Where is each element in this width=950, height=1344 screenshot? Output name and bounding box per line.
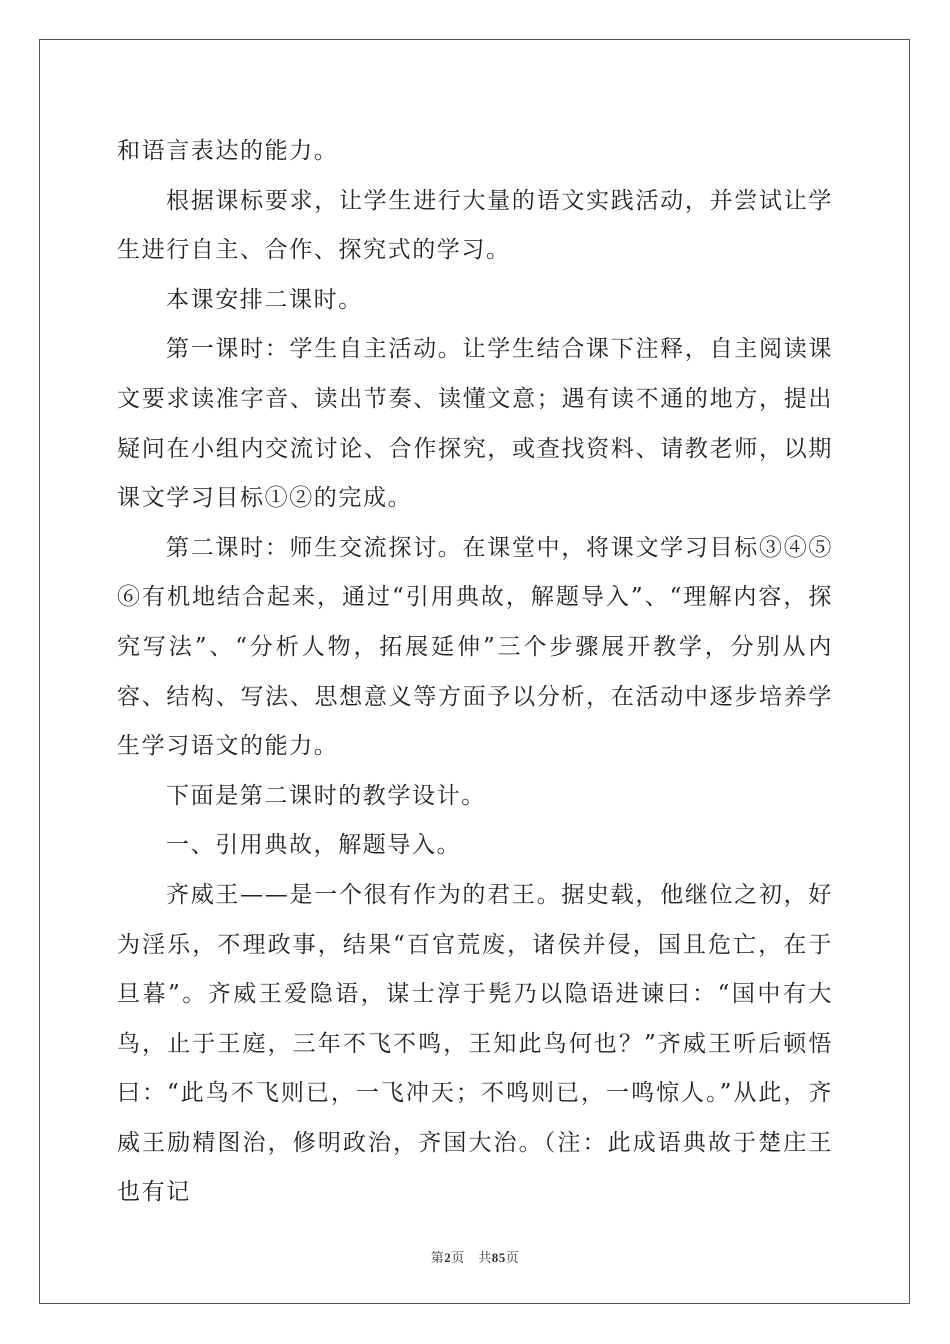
footer-prefix: 第 [430, 1251, 445, 1266]
footer-mid: 页 共 [451, 1251, 492, 1266]
paragraph-7: 一、引用典故，解题导入。 [166, 832, 462, 859]
paragraph-8: 齐威王——是一个很有作为的君王。据史载，他继位之初，好为淫乐，不理政事，结果“百官荒废，诸侯并侵，国且危亡，在于旦暮”。齐威王爱隐语，谋士淳于髡乃以隐语进谏曰：“国中有大鸟，止于王庭，三年不飞不鸣，王知此鸟何也？”齐威王听后顿悟曰：“此鸟不飞则已，一飞冲天；不鸣则已，一鸣惊人。”从此，齐威王励精图治，修明政治，齐国大治。（注：此成语典故于楚庄王也有记 [117, 881, 833, 1206]
paragraph-2: 根据课标要求，让学生进行大量的语文实践活动，并尝试让学生进行自主、合作、探究式的学习。 [117, 187, 833, 264]
footer-suffix: 页 [505, 1251, 520, 1266]
page-footer [0, 1247, 950, 1266]
paragraph-1: 和语言表达的能力。 [117, 138, 339, 164]
paragraph-6: 下面是第二课时的教学设计。 [166, 782, 486, 809]
paragraph-4: 第一课时：学生自主活动。让学生结合课下注释，自主阅读课文要求读准字音、读出节奏、读懂文意；遇有读不通的地方，提出疑问在小组内交流讨论、合作探究，或查找资料、请教老师，以期课文学习目标①②的完成。 [117, 336, 833, 512]
footer-total-pages: 85 [491, 1250, 506, 1265]
document-body [117, 127, 833, 1218]
paragraph-5: 第二课时：师生交流探讨。在课堂中，将课文学习目标③④⑤⑥有机地结合起来，通过“引用典故，解题导入”、“理解内容，探究写法”、“分析人物，拓展延伸”三个步骤展开教学，分别从内容、结构、写法、思想意义等方面予以分析，在活动中逐步培养学生学习语文的能力。 [117, 534, 833, 760]
footer-page-number: 2 [444, 1250, 452, 1265]
paragraph-3: 本课安排二课时。 [166, 286, 363, 313]
